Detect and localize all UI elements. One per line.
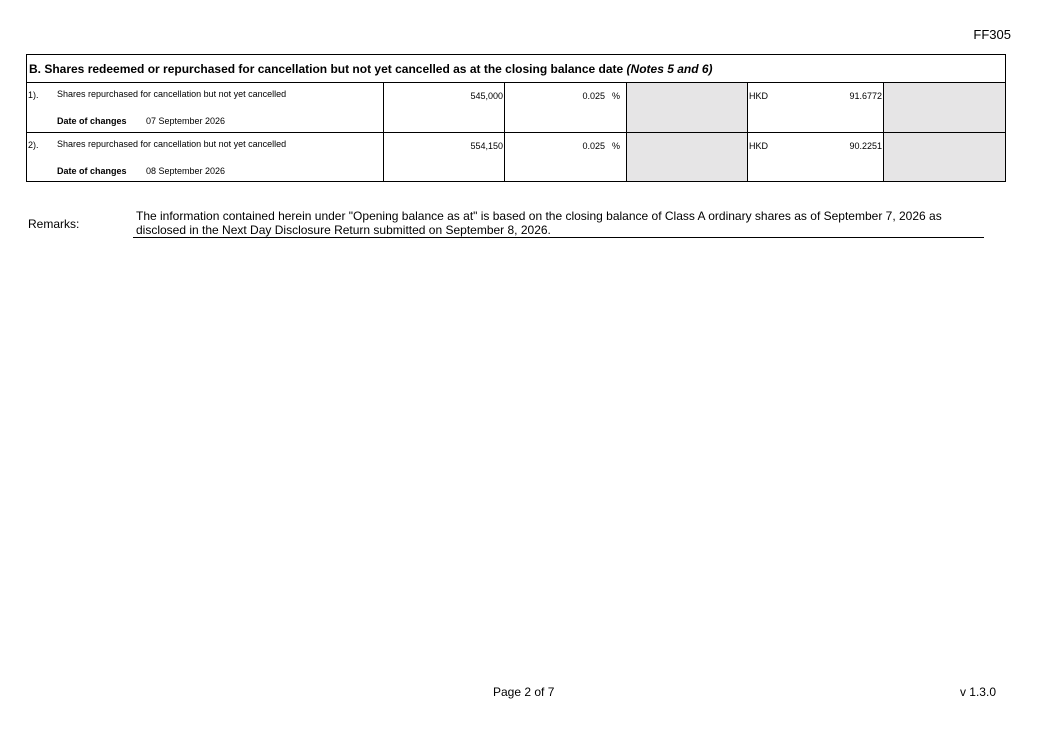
version-label: v 1.3.0 bbox=[959, 685, 996, 699]
shaded-cell bbox=[884, 83, 1005, 132]
description-cell bbox=[27, 133, 384, 181]
section-b-title bbox=[27, 55, 1005, 83]
percent-unit: % bbox=[611, 141, 620, 151]
shares-value: 545,000 bbox=[470, 91, 503, 101]
currency-value: HKD bbox=[749, 141, 769, 151]
percentage-value: 0.025 bbox=[582, 141, 605, 151]
percentage-cell bbox=[505, 83, 627, 132]
remarks-text: The information contained herein under "Opening balance as at" is based on the closing balance of Class A ordinary shares as of September 7, 2026 as disclosed in the Next Day Disclosure Return submitted on September 8, 2026. bbox=[133, 209, 984, 238]
date-of-changes-value: 07 September 2026 bbox=[146, 116, 226, 126]
currency-value: HKD bbox=[749, 91, 769, 101]
table-row bbox=[27, 83, 1005, 132]
remarks-label: Remarks: bbox=[28, 217, 80, 231]
shares-cell bbox=[384, 83, 505, 132]
shaded-cell bbox=[627, 133, 748, 181]
shaded-cell bbox=[627, 83, 748, 132]
price-value: 91.6772 bbox=[849, 91, 882, 101]
date-of-changes-value: 08 September 2026 bbox=[146, 166, 226, 176]
shares-value: 554,150 bbox=[470, 141, 503, 151]
percentage-value: 0.025 bbox=[582, 91, 605, 101]
date-of-changes-label: Date of changes bbox=[57, 166, 127, 176]
page-number: Page 2 of 7 bbox=[493, 685, 555, 699]
price-value: 90.2251 bbox=[849, 141, 882, 151]
percent-unit: % bbox=[611, 91, 620, 101]
row-number: 2). bbox=[28, 140, 39, 150]
row-number: 1). bbox=[28, 90, 39, 100]
date-of-changes-label: Date of changes bbox=[57, 116, 127, 126]
section-b-table bbox=[26, 54, 1006, 182]
price-cell bbox=[748, 83, 884, 132]
percentage-cell bbox=[505, 133, 627, 181]
shaded-cell bbox=[884, 133, 1005, 181]
row-description: Shares repurchased for cancellation but not yet cancelled bbox=[57, 139, 287, 149]
section-b-title-text: B. Shares redeemed or repurchased for cancellation but not yet cancelled as at the closing balance date bbox=[29, 62, 624, 76]
price-cell bbox=[748, 133, 884, 181]
row-description: Shares repurchased for cancellation but not yet cancelled bbox=[57, 89, 287, 99]
description-cell bbox=[27, 83, 384, 132]
form-code: FF305 bbox=[973, 27, 1011, 42]
section-b-title-notes: (Notes 5 and 6) bbox=[626, 62, 713, 76]
shares-cell bbox=[384, 133, 505, 181]
table-row bbox=[27, 132, 1005, 181]
